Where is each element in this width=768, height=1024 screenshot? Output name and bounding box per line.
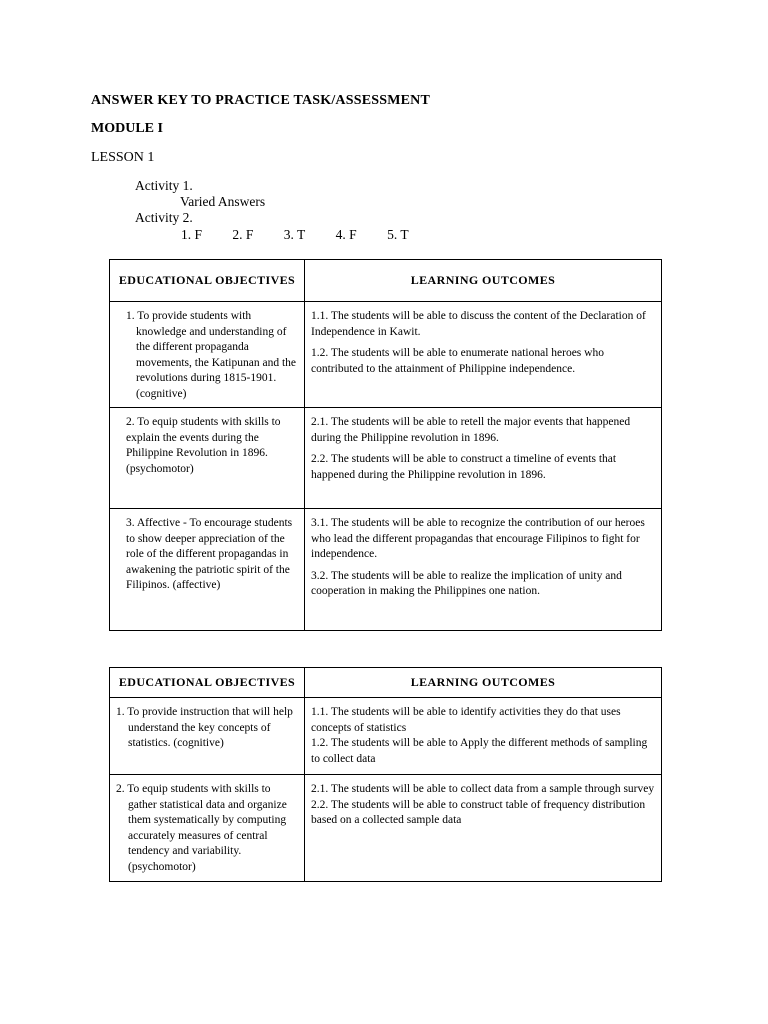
outcomes-cell (305, 408, 662, 509)
objective-text: 2. To equip students with skills to explain the events during the Philippine Revolution in 1896. (psychomotor) (126, 416, 281, 475)
objective-cell (110, 302, 305, 408)
table-row (110, 408, 662, 509)
objectives-table-1 (109, 259, 662, 631)
objective-text: 3. Affective - To encourage students to show deeper appreciation of the role of the different propagandas in awakening the patriotic spirit of the Filipinos. (affective) (126, 517, 293, 591)
outcome-text: 2.1. The students will be able to retell the major events that happened during the Philippine revolution in 1896. (311, 416, 631, 444)
table-header-row (110, 260, 662, 302)
table-row (110, 509, 662, 631)
outcome-text: 1.1. The students will be able to identify activities they do that uses concepts of statistics (311, 706, 621, 734)
outcomes-cell (305, 698, 662, 775)
table-row (110, 698, 662, 775)
header-objectives: EDUCATIONAL OBJECTIVES (110, 668, 305, 698)
activity1-label: Activity 1. (135, 178, 193, 193)
lesson-heading: LESSON 1 (91, 150, 155, 165)
objective-cell (110, 775, 305, 882)
table-header-row (110, 668, 662, 698)
outcome-text: 1.2. The students will be able to enumerate national heroes who contributed to the attainment of Philippine independence. (311, 347, 604, 375)
document-title: ANSWER KEY TO PRACTICE TASK/ASSESSMENT (91, 93, 431, 108)
objective-text: 1. To provide students with knowledge and understanding of the different propaganda movements, the Katipunan and the revolutions during 1815-1901. (cognitive) (126, 310, 297, 400)
outcomes-cell (305, 509, 662, 631)
activity2-answers (181, 227, 436, 243)
outcomes-cell (305, 302, 662, 408)
activity1-answer: Varied Answers (180, 194, 266, 209)
table-row (110, 302, 662, 408)
objective-text: 2. To equip students with skills to gather statistical data and organize them systematically by computing accurately measures of central tendency and variability. (psychomotor) (116, 783, 287, 873)
objective-cell (110, 408, 305, 509)
outcome-text: 3.1. The students will be able to recognize the contribution of our heroes who lead the different propagandas that encourage Filipinos to fight for independence. (311, 517, 645, 560)
outcome-text: 1.1. The students will be able to discuss the content of the Declaration of Independence in Kawit. (311, 310, 646, 338)
answer-item: 3. T (283, 227, 306, 242)
objective-text: 1. To provide instruction that will help understand the key concepts of statistics. (cognitive) (116, 706, 293, 749)
objective-cell (110, 509, 305, 631)
answer-item: 1. F (181, 227, 203, 242)
module-heading: MODULE I (91, 121, 163, 136)
table-row (110, 775, 662, 882)
outcome-text: 3.2. The students will be able to realize the implication of unity and cooperation in making the Philippines one nation. (311, 569, 622, 597)
header-outcomes: LEARNING OUTCOMES (305, 668, 662, 698)
header-objectives: EDUCATIONAL OBJECTIVES (110, 260, 305, 302)
activity2-label: Activity 2. (135, 210, 193, 225)
outcome-text: 2.2. The students will be able to construct a timeline of events that happened during the Philippine revolution in 1896. (311, 453, 617, 481)
answer-item: 2. F (232, 227, 254, 242)
outcome-text: 2.1. The students will be able to collect data from a sample through survey (311, 783, 655, 795)
header-outcomes: LEARNING OUTCOMES (305, 260, 662, 302)
answer-item: 4. F (335, 227, 357, 242)
objectives-table-2 (109, 667, 662, 882)
outcome-text: 2.2. The students will be able to construct table of frequency distribution based on a collected sample data (311, 798, 646, 826)
answer-item: 5. T (387, 227, 409, 242)
outcome-text: 1.2. The students will be able to Apply the different methods of sampling to collect data (311, 737, 648, 765)
objective-cell (110, 698, 305, 775)
outcomes-cell (305, 775, 662, 882)
